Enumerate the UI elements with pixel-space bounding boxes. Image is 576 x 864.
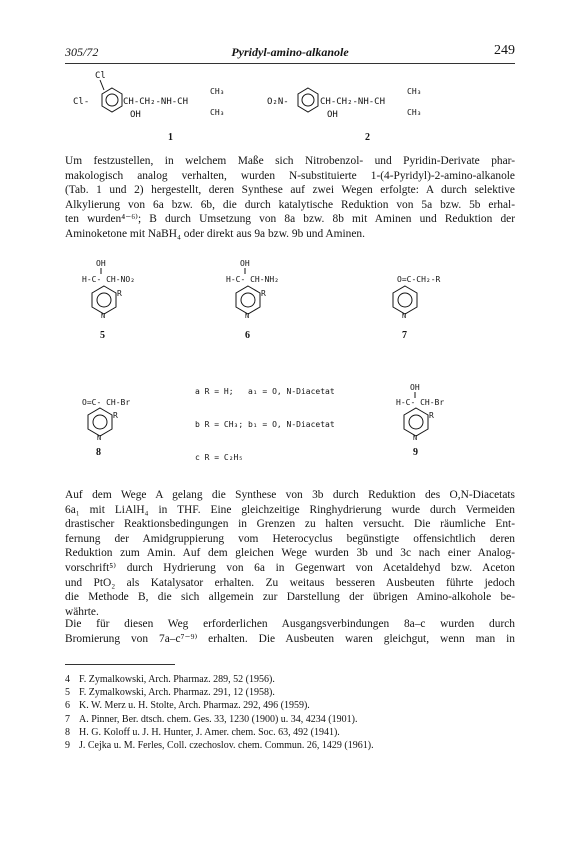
text-line: Auf dem Wege A gelang die Synthese von 3b durch Reduktion des O,N-Diacetats <box>65 489 515 501</box>
text-line: drastischer Reaktionsbedingungen in Grenzen zu halten versucht. Die räumliche Ent- <box>65 518 515 531</box>
text-line: vorschrift⁵⁾ durch Hydrierung von 6a in Gegenwart von Acetaldehyd bzw. Aceton <box>65 561 515 574</box>
s5-chain: H-C- CH-NO₂ <box>82 275 135 284</box>
footnote-divider <box>65 664 175 665</box>
structure-8 <box>82 398 130 458</box>
footnote <box>65 713 525 726</box>
s1-ch3-top: CH₃ <box>210 87 225 96</box>
text-line: Bromierung von 7a–c⁷⁻⁹⁾ erhalten. Die Ausbeuten waren gleichgut, wenn man in <box>65 632 515 645</box>
footnote-number: 8 <box>65 726 70 738</box>
text-line: die Methode B, die sich allgemein zur Darstellung der übrigen Amino-alkohole be- <box>65 591 515 604</box>
text-line: Alkylierung von 6a bzw. 6b, die durch katalytische Reduktion von 5a bzw. 5b erhal- <box>65 198 515 211</box>
text-line: Die für diesen Weg erforderlichen Ausgangsverbindungen 8a–c wurden durch <box>65 618 515 630</box>
s5-n: N <box>101 312 106 320</box>
text-line: und PtO₂ als Katalysator erhalten. Zu weitaus besseren Ausbeuten führte jedoch <box>65 576 515 589</box>
footnote-number: 9 <box>65 740 70 752</box>
s9-r: R <box>429 411 434 420</box>
text-line: fernung der Amidgruppierung vom Heterocyclus begünstigte offensichtlich deren <box>65 532 515 545</box>
text-line: währte. <box>65 605 99 618</box>
s2-number: 2 <box>365 132 370 143</box>
footnote-text: H. G. Koloff u. J. H. Hunter, J. Amer. chem. Soc. 63, 492 (1941). <box>79 726 340 738</box>
text-line: (Tab. 1 und 2) hergestellt, deren Synthese auf zwei Wegen erfolgte: A durch selektive <box>65 184 515 197</box>
s6-n: N <box>245 312 250 320</box>
text-line: makologisch analog verhalten, wurden N-substituierte 1-(4-Pyridyl)-2-amino-alkanole <box>65 169 515 182</box>
footnote <box>65 739 525 752</box>
s9-n: N <box>413 434 418 442</box>
s5-oh: OH <box>96 259 106 268</box>
s7-chain: O=C-CH₂-R <box>397 275 441 284</box>
footnote-text: F. Zymalkowski, Arch. Pharmaz. 289, 52 (1956). <box>79 674 275 685</box>
paragraph-method-a <box>65 488 515 619</box>
text-line: Um festzustellen, in welchem Maße sich Nitrobenzol- und Pyridin-Derivate phar- <box>65 155 515 167</box>
s1-oh: OH <box>130 110 141 120</box>
footnotes <box>65 673 525 752</box>
s6-oh: OH <box>240 259 250 268</box>
s7-number: 7 <box>402 330 407 341</box>
paragraph-intro <box>65 154 515 242</box>
footnote-number: 5 <box>65 687 70 699</box>
s9-number: 9 <box>413 447 418 458</box>
variant-b: b R = CH₃; b₁ = O, N-Diacetat <box>195 420 335 429</box>
s1-cl-left: Cl- <box>73 97 90 107</box>
s2-chain: CH-CH₂-NH-CH <box>320 97 386 107</box>
structure-1 <box>73 71 224 143</box>
structure-6 <box>226 259 279 341</box>
text-line: Aminoketone mit NaBH₄ oder direkt aus 9a bzw. 9b und Aminen. <box>65 227 365 240</box>
s9-oh: OH <box>410 383 420 392</box>
s2-ch3-bottom: CH₃ <box>407 108 422 117</box>
s2-ch3-top: CH₃ <box>407 87 422 96</box>
s7-n: N <box>402 312 407 320</box>
s5-r: R <box>117 289 122 298</box>
structure-9 <box>396 383 444 458</box>
s8-r: R <box>113 411 118 420</box>
text-line: Reduktion zum Amin. Auf dem gleichen Wege wurden 3b und 3c nach einer Analog- <box>65 547 515 560</box>
header-issue: 305/72 <box>65 45 99 59</box>
paragraph-method-b <box>65 617 515 646</box>
structure-5 <box>82 259 135 341</box>
s1-number: 1 <box>168 132 173 143</box>
s2-oh: OH <box>327 110 338 120</box>
footnote-text: J. Cejka u. M. Ferles, Coll. czechoslov. chem. Commun. 26, 1429 (1961). <box>79 740 374 752</box>
footnote <box>65 699 525 712</box>
substituent-key <box>195 364 335 485</box>
s1-ch3-bottom: CH₃ <box>210 108 225 117</box>
footnote <box>65 686 525 699</box>
s1-chain: CH-CH₂-NH-CH <box>123 97 189 107</box>
s8-n: N <box>97 434 102 442</box>
text-line: 6a₁ mit LiAlH₄ in THF. Eine gleichzeitige Ringhydrierung wurde durch Vermeiden <box>65 503 515 516</box>
s5-number: 5 <box>100 330 105 341</box>
footnote <box>65 673 525 686</box>
variant-c: c R = C₂H₅ <box>195 453 244 462</box>
footnote-text: A. Pinner, Ber. dtsch. chem. Ges. 33, 1230 (1900) u. 34, 4234 (1901). <box>79 713 358 725</box>
structure-7 <box>393 275 441 341</box>
s2-nitro: O₂N- <box>267 97 289 107</box>
structure-2 <box>267 87 421 143</box>
s6-chain: H-C- CH-NH₂ <box>226 275 279 284</box>
s9-chain: H-C- CH-Br <box>396 398 445 407</box>
s8-number: 8 <box>96 447 101 458</box>
text-line: ten wurden⁴⁻⁶⁾; B durch Umsetzung von 8a bzw. 8b mit Aminen und Reduktion der <box>65 213 515 226</box>
s6-number: 6 <box>245 330 250 341</box>
footnote <box>65 726 525 739</box>
header-page-number: 249 <box>494 43 515 58</box>
footnote-text: K. W. Merz u. H. Stolte, Arch. Pharmaz. 292, 496 (1959). <box>79 700 310 712</box>
footnote-number: 6 <box>65 700 70 712</box>
footnote-number: 4 <box>65 674 70 685</box>
s8-chain: O=C- CH-Br <box>82 398 131 407</box>
s6-r: R <box>261 289 266 298</box>
variant-a: a R = H; a₁ = O, N-Diacetat <box>195 387 335 396</box>
s1-cl-top: Cl <box>95 71 106 81</box>
footnote-text: F. Zymalkowski, Arch. Pharmaz. 291, 12 (1958). <box>79 687 275 699</box>
header-running-title: Pyridyl-amino-alkanole <box>231 45 349 59</box>
footnote-number: 7 <box>65 713 70 725</box>
